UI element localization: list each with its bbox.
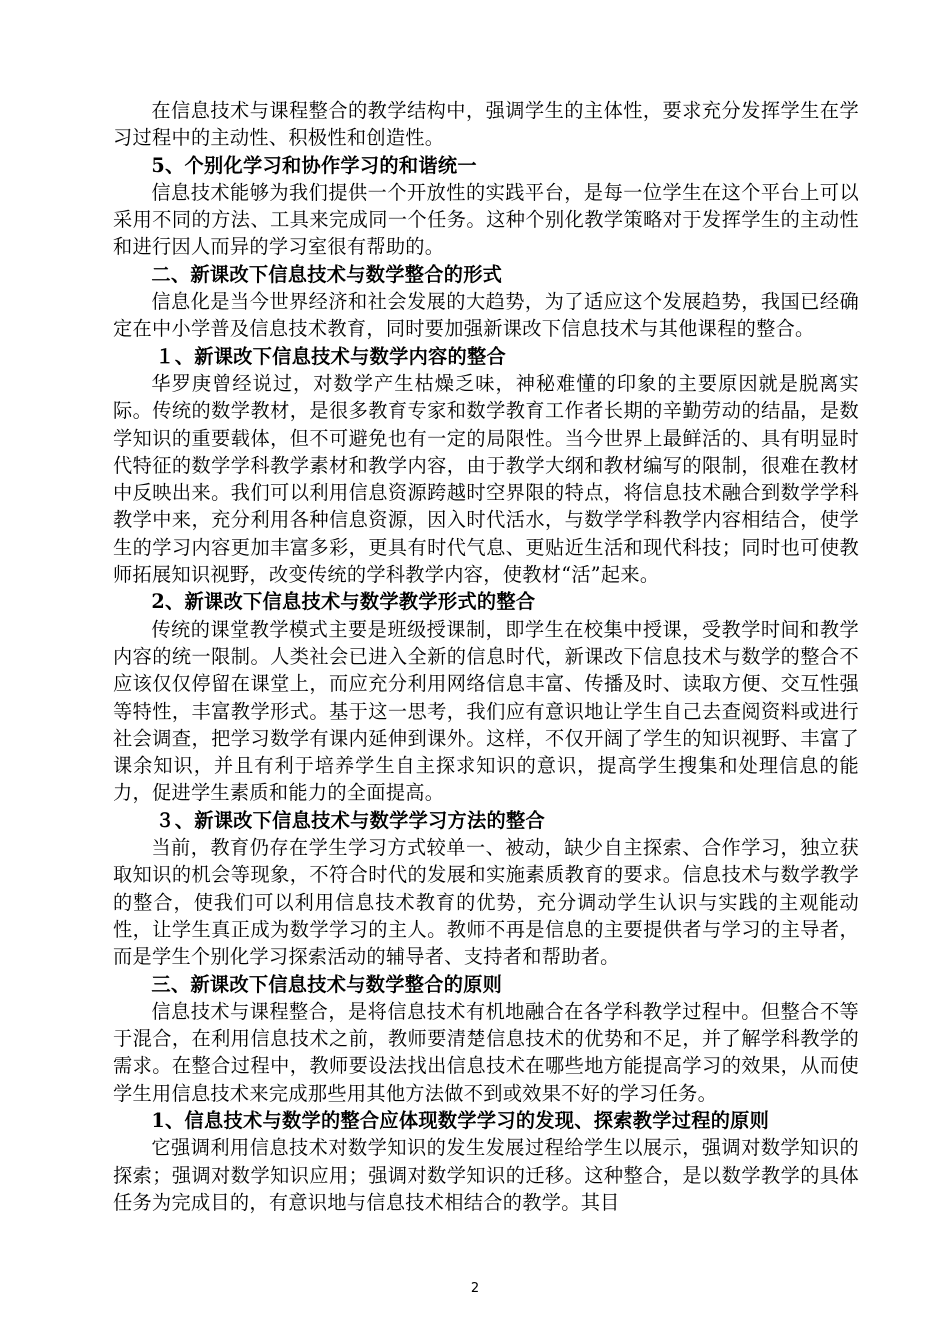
paragraph-content-integration: 华罗庚曾经说过，对数学产生枯燥乏味，神秘难懂的印象的主要原因就是脱离实际。传统的数学教材，是很多教育专家和数学教育工作者长期的辛勤劳动的结晶，是数学知识的重要载体，但不可避免也有一定的局限性。当今世界上最鲜活的、具有明显时代特征的数学学科教学素材和教学内容，由于教学大纲和教材编写的限制，很难在教材中反映出来。我们可以利用信息资源跨越时空界限的特点，将信息技术融合到数学学科教学中来，充分利用各种信息资源，因入时代活水，与数学学科教学内容相结合，使学生的学习内容更加丰富多彩，更具有时代气息、更贴近生活和现代科技；同时也可使教师拓展知识视野，改变传统的学科教学内容，使教材“活”起来。 bbox=[113, 371, 859, 587]
heading-discovery-principle: 1、信息技术与数学的整合应体现数学学习的发现、探索教学过程的原则 bbox=[151, 1108, 770, 1132]
paragraph-informatization-trend: 信息化是当今世界经济和社会发展的大趋势，为了适应这个发展趋势，我国已经确定在中小学普及信息技术教育，同时要加强新课改下信息技术与其他课程的整合。 bbox=[113, 290, 859, 341]
heading-content-integration: １、新课改下信息技术与数学内容的整合 bbox=[155, 344, 507, 368]
document-body bbox=[113, 97, 859, 1216]
paragraph-discovery-principle: 它强调利用信息技术对数学知识的发生发展过程给学生以展示，强调对数学知识的探索；强调对数学知识应用；强调对数学知识的迁移。这种整合，是以数学教学的具体任务为完成目的，有意识地与信息技术相结合的教学。其目 bbox=[113, 1136, 859, 1214]
heading-integration-principles: 三、新课改下信息技术与数学整合的原则 bbox=[151, 972, 503, 996]
paragraph-teaching-form-integration: 传统的课堂教学模式主要是班级授课制，即学生在校集中授课，受教学时间和教学内容的统一限制。人类社会已进入全新的信息时代，新课改下信息技术与数学的整合不应该仅仅停留在课堂上，而应充分利用网络信息丰富、传播及时、读取方便、交互性强等特性，丰富教学形式。基于这一思考，我们应有意识地让学生自己去查阅资料或进行社会调查，把学习数学有课内延伸到课外。这样，不仅开阔了学生的知识视野、丰富了课余知识，并且有利于培养学生自主探求知识的意识，提高学生搜集和处理信息的能力，促进学生素质和能力的全面提高。 bbox=[113, 617, 859, 805]
heading-teaching-form-integration: 2、新课改下信息技术与数学教学形式的整合 bbox=[151, 590, 536, 614]
heading-individual-cooperative-learning: 5、个别化学习和协作学习的和谐统一 bbox=[151, 153, 477, 177]
heading-learning-method-integration: ３、新课改下信息技术与数学学习方法的整合 bbox=[155, 808, 545, 832]
paragraph-learner-centered: 在信息技术与课程整合的教学结构中，强调学生的主体性，要求充分发挥学生在学习过程中的主动性、积极性和创造性。 bbox=[113, 99, 859, 150]
paragraph-open-platform: 信息技术能够为我们提供一个开放性的实践平台，是每一位学生在这个平台上可以采用不同的方法、工具来完成同一个任务。这种个别化教学策略对于发挥学生的主动性和进行因人而异的学习室很有帮助的。 bbox=[113, 180, 859, 259]
heading-integration-forms: 二、新课改下信息技术与数学整合的形式 bbox=[151, 262, 503, 286]
page-number: 2 bbox=[470, 1281, 480, 1296]
paragraph-learning-method-integration: 当前，教育仍存在学生学习方式较单一、被动，缺少自主探索、合作学习，独立获取知识的机会等现象，不符合时代的发展和实施素质教育的要求。信息技术与数学教学的整合，使我们可以利用信息技术教育的优势，充分调动学生认识与实践的主观能动性，让学生真正成为数学学习的主人。教师不再是信息的主要提供者与学习的主导者，而是学生个别化学习探索活动的辅导者、支持者和帮助者。 bbox=[113, 836, 859, 969]
paragraph-integration-principles: 信息技术与课程整合，是将信息技术有机地融合在各学科教学过程中。但整合不等于混合，在利用信息技术之前，教师要清楚信息技术的优势和不足，并了解学科教学的需求。在整合过程中，教师要设法找出信息技术在哪些地方能提高学习的效果，从而使学生用信息技术来完成那些用其他方法做不到或效果不好的学习任务。 bbox=[113, 999, 859, 1105]
